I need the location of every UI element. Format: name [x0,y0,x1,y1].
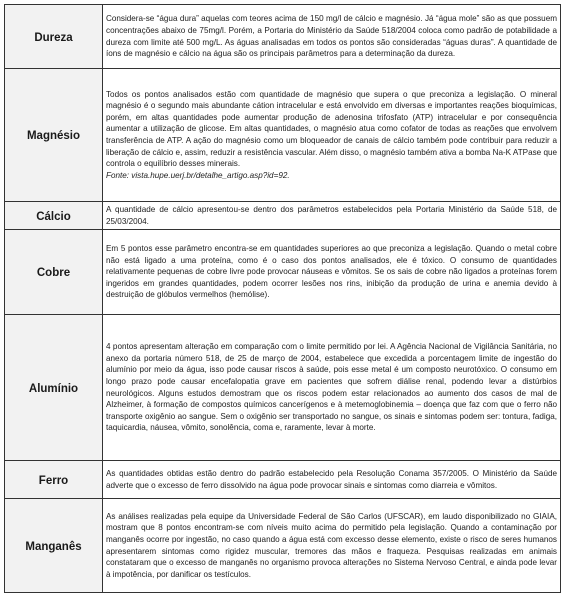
description-magnesio-wrapper [106,89,557,182]
table-row-manganes [5,499,561,593]
parameter-label-ferro: Ferro [38,474,69,487]
parameters-table [4,4,561,593]
description-manganes: As análises realizadas pela equipe da Universidade Federal de São Carlos (UFSCAR), em laudo disponibilizado no GIAIA, mostram que 8 pontos encontram-se com níveis muito acima do permitido pela legislação. Quando a contaminação por manganês ocorre por ingestão, no caso quando a água está com excesso desse elemento, existe o risco de seres humanos apresentarem sintomas como rigidez muscular, tremores das mãos e fraqueza. Pesquisas realizadas em animais constataram que o excesso de manganês no organismo provoca alterações no Sistema Nervoso Central, e ainda pode levar à impotência, por danificar os testículos. [106,511,557,579]
parameter-label-aluminio: Alumínio [28,382,79,395]
parameter-label-calcio: Cálcio [36,210,71,223]
table-row-calcio [5,202,561,230]
description-cell [103,315,561,461]
description-calcio: A quantidade de cálcio apresentou-se dentro dos parâmetros estabelecidos pela Portaria Ministério da Saúde 518, de 25/03/2004. [106,204,557,226]
description-cell [103,499,561,593]
table-row-cobre [5,230,561,315]
parameter-label-cell [5,315,103,461]
parameter-label-cell [5,230,103,315]
parameter-label-manganes: Manganês [25,540,82,553]
parameter-label-cell [5,499,103,593]
description-cobre: Em 5 pontos esse parâmetro encontra-se em quantidades superiores ao que preconiza a legislação. Quando o metal cobre não está ligado a uma proteína, como é o caso dos pontos analisados, ele é tóxico. O consumo de quantidades relativamente pequenas de cobre livre pode provocar náuseas e vômitos. Se os sais de cobre não ligados a proteínas forem ingeridos em grandes quantidades, podem ocorrer lesões nos rins, inibição da produção de urina e anemia devido à destruição de glóbulos vermelhos (hemólise). [106,244,557,300]
parameter-label-cell [5,202,103,230]
table-row-magnesio [5,69,561,202]
table-row-ferro [5,461,561,499]
parameter-label-cell [5,461,103,499]
parameter-label-magnesio: Magnésio [26,130,81,142]
parameter-label-dureza: Dureza [34,31,73,44]
description-magnesio: Todos os pontos analisados estão com quantidade de magnésio que supera o que preconiza a legislação. O mineral magnésio é o segundo mais abundante cátion intracelular e está envolvido em diversas e importantes reações bioquímicas, porém, em altas quantidades pode aumentar produção de adenosina trifosfato (ATP) intracelular e por consequência aumentar a utilização de glicose. Em altas quantidades, o magnésio atua como cofator de todas as reações que envolvem transferência de ATP. A ação do magnésio como um bloqueador de canais de cálcio também pode contribuir para reduzir a liberação de cálcio e, assim, reduzir a resistência vascular. Além disso, o magnésio também ativa a bomba Na-K ATPase que controla o equilíbrio desses minerais. [106,89,558,169]
description-cell [103,461,561,499]
parameter-label-cobre: Cobre [36,267,71,279]
parameter-label-cell [5,5,103,69]
source-citation-magnesio: Fonte: vista.hupe.uerj.br/detalhe_artigo.asp?id=92. [106,170,290,180]
description-cell [103,202,561,230]
description-dureza: Considera-se “água dura” aquelas com teores acima de 150 mg/l de cálcio e magnésio. Já “água mole” são as que possuem concentrações abaixo de 75mg/l. Porém, a Portaria do Ministério da Saúde 518/2004 coloca como padrão de potabilidade a dureza com limite até 500 mg/L. As águas analisadas em todos os pontos são consideradas “águas duras”. A quantidade de íons de magnésio e cálcio na água são os principais parâmetros para a determinação da dureza. [106,14,557,59]
description-aluminio: 4 pontos apresentam alteração em comparação com o limite permitido por lei. A Agência Nacional de Vigilância Sanitária, no anexo da portaria número 518, de 25 de março de 2004, estabelece que excedida a porcentagem limite de ingestão do alumínio por meio da água, isso pode causar riscos à saúde, pois esse metal é um composto neurotóxico. O consumo em longo prazo pode causar encefalopatia grave em pacientes que sofrem diálise renal, podendo levar a distúrbios neurológicos. Alguns estudos demostram que os riscos podem estar relacionados ao aumento dos casos de mal de Alzheimer, à formação de compostos químicos cancerígenos e à metemoglobinemia – doença que faz com que o ferro não transporte oxigênio ao sangue. Sem o oxigênio ser transportado no sangue, os sinais e sintomas podem ser: tontura, fadiga, taquicardia, náusea, vômito, sonolência, coma e, raramente, levar à morte. [106,342,557,433]
table-row-aluminio [5,315,561,461]
parameter-label-cell [5,69,103,202]
description-cell [103,230,561,315]
description-ferro: As quantidades obtidas estão dentro do padrão estabelecido pela Resolução Conama 357/2005. O Ministério da Saúde adverte que o excesso de ferro dissolvido na água pode provocar sinais e sintomas como diarreia e vômitos. [106,468,557,490]
description-cell [103,5,561,69]
description-cell [103,69,561,202]
table-row-dureza [5,5,561,69]
